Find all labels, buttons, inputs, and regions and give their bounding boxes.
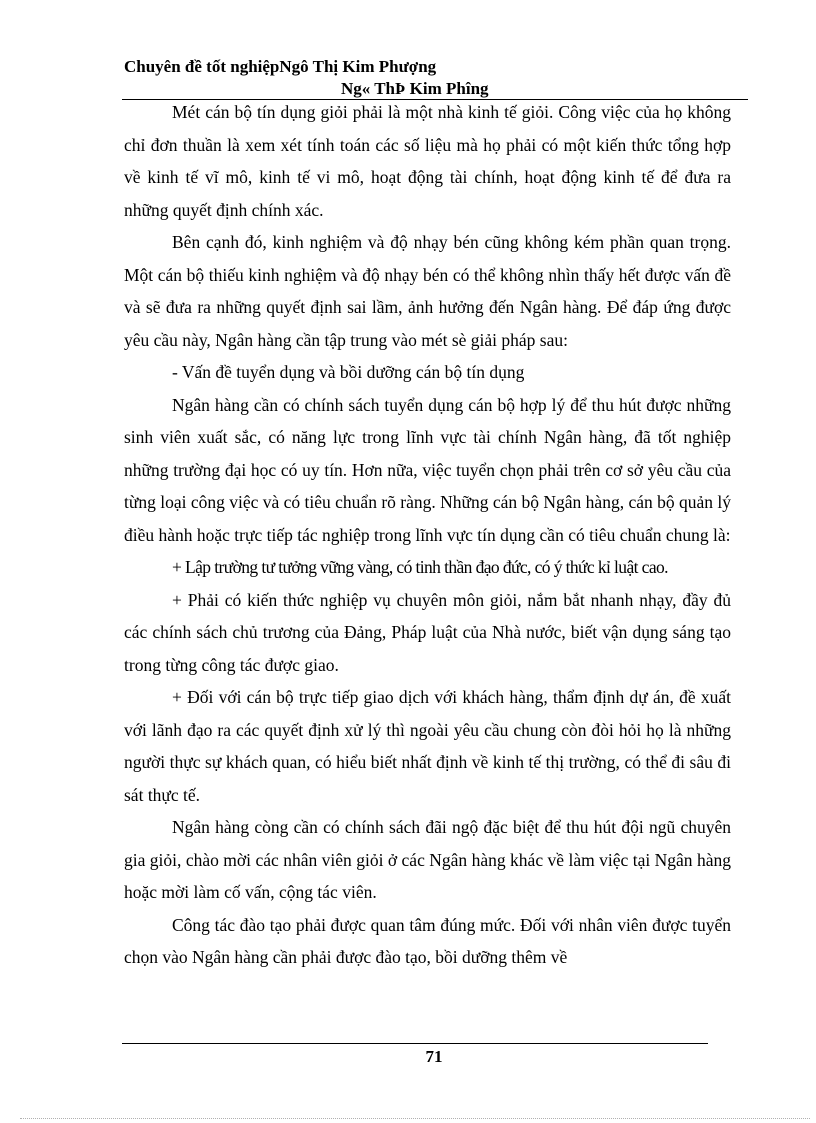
page-header [124,56,750,100]
list-item: + Phải có kiến thức nghiệp vụ chuyên môn giỏi, nắm bắt nhanh nhạy, đầy đủ các chính sách chủ trương của Đảng, Pháp luật của Nhà nước, biết vận dụng sáng tạo trong từng công tác được giao. [124,589,731,675]
paragraph: Mét cán bộ tín dụng giỏi phải là một nhà kinh tế giỏi. Công việc của họ không chỉ đơn thuần là xem xét tính toán các số liệu mà họ phải có một kiến thức tổng hợp về kinh tế vĩ mô, kinh tế vi mô, hoạt động tài chính, hoạt động kinh tế để đưa ra những quyết định chính xác. [124,102,731,220]
page-edge-dots [20,1118,810,1119]
section-heading: - Vấn đề tuyển dụng và bồi dưỡng cán bộ tín dụng [172,362,525,382]
header-author: Ng« ThÞ Kim Phîng [341,79,489,98]
header-title: Chuyên đề tốt nghiệpNgô Thị Kim Phượng [124,57,437,76]
list-item: + Lập trường tư tưởng vững vàng, có tinh thần đạo đức, có ý thức kỉ luật cao. [172,557,668,577]
paragraph: Ngân hàng cần có chính sách tuyển dụng cán bộ hợp lý để thu hút được những sinh viên xuất sắc, có năng lực trong lĩnh vực tài chính Ngân hàng, đã tốt nghiệp những trường đại học có uy tín. Hơn nữa, việc tuyển chọn phải trên cơ sở yêu cầu của từng loại công việc và có tiêu chuẩn rõ ràng. Những cán bộ Ngân hàng, cán bộ quản lý điều hành hoặc trực tiếp tác nghiệp trong lĩnh vực tín dụng cần có tiêu chuẩn chung là: [124,394,731,545]
paragraph: Công tác đào tạo phải được quan tâm đúng mức. Đối với nhân viên được tuyển chọn vào Ngân hàng cần phải được đào tạo, bồi dưỡng thêm về [124,914,731,967]
list-item: + Đối với cán bộ trực tiếp giao dịch với khách hàng, thẩm định dự án, đề xuất với lãnh đạo ra các quyết định xử lý thì ngoài yêu cầu chung còn đòi hỏi họ là những người thực sự khách quan, có hiểu biết nhất định về kinh tế thị trường, có thể đi sâu đi sát thực tế. [124,687,731,805]
page-number: 71 [425,1047,443,1066]
document-body [124,96,731,974]
footer-divider [122,1043,708,1044]
paragraph: Ngân hàng còng cần có chính sách đãi ngộ đặc biệt để thu hút đội ngũ chuyên gia giỏi, chào mời các nhân viên giỏi ở các Ngân hàng khác về làm việc tại Ngân hàng hoặc mời làm cố vấn, cộng tác viên. [124,817,731,902]
paragraph: Bên cạnh đó, kinh nghiệm và độ nhạy bén cũng không kém phần quan trọng. Một cán bộ thiếu kinh nghiệm và độ nhạy bén có thể không nhìn thấy hết được vấn đề và sẽ đưa ra những quyết định sai lầm, ảnh hưởng đến Ngân hàng. Để đáp ứng được yêu cầu này, Ngân hàng cần tập trung vào mét sè giải pháp sau: [124,232,731,350]
